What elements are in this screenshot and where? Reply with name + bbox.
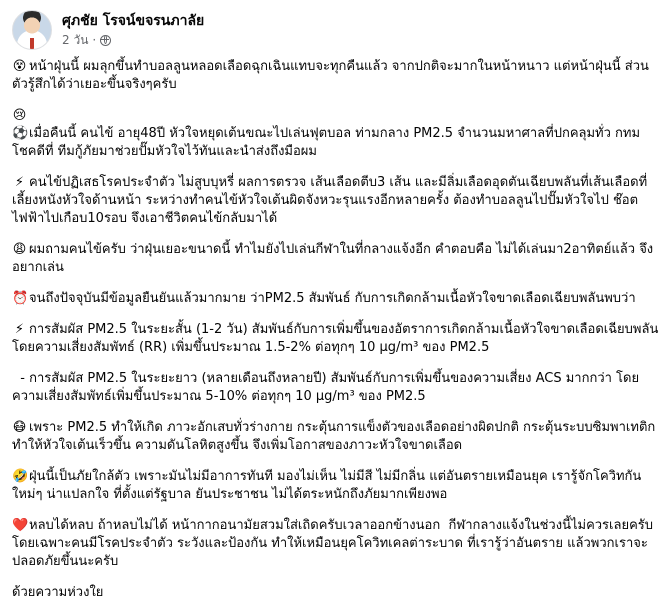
paragraph-text: ฝุ่นนี้เป็นภัยใกล้ตัว เพราะมันไม่มีอาการทันที มองไม่เห็น ไม่มีสี ไม่มีกลิ่น แต่อันตรายเหมือนยุค เรารู้จักโควิทกันใหม่ๆ น่าแปลกใจ ที่ตั้งแต่รัฐบาล ยันประชาชน ไม่ได้ตระหนักถึงภัยมากเพียงพอ xyxy=(12,469,642,502)
post-paragraph xyxy=(12,517,659,571)
separator-dot: · xyxy=(92,33,97,47)
paragraph-emoji-icon: ⚡ xyxy=(14,175,25,190)
paragraph-emoji-icon: 😢⚽ xyxy=(12,108,29,141)
paragraph-text: เพราะ PM2.5 ทำให้เกิด ภาวะอักเสบทั่วร่างกาย กระตุ้นการแข็งตัวของเลือดอย่างผิดปกติ กระตุ้นระบบซิมพาเทติก ทำให้หัวใจเต้นเร็วขึ้น ความดันโลหิตสูงขึ้น จึงเพิ่มโอกาสของภาวะหัวใจขาดเลือด xyxy=(12,420,664,453)
paragraph-text: หลบได้หลบ ถ้าหลบไม่ได้ หน้ากากอนามัยสวมใส่เถิดครับเวลาออกข้างนอก กีฬากลางแจ้งในช่วงนี้ไม่ควรเลยครับ โดยเฉพาะคนมีโรคประจำตัว ระวังและป้องกัน ทำให้เหมือนยุคโควิทเคลต่าระบาด ที่เรารู้ว่าอันตราย แล้วพวกเราจะปลอดภัยขึ้นนะครับ xyxy=(12,518,658,569)
author-name[interactable]: ศุภชัย โรจน์ขจรนภาลัย xyxy=(62,13,205,29)
paragraph-text: ด้วยความห่วงใย xyxy=(12,585,104,600)
paragraph-text: ผมถามคนไข้ครับ ว่าฝุ่นเยอะขนาดนี้ ทำไมยังไปเล่นกีฬาในที่กลางแจ้งอีก คำตอบคือ ไม่ได้เล่นมา2อาทิตย์แล้ว จึงอยากเล่น xyxy=(12,242,654,275)
paragraph-text: การสัมผัส PM2.5 ในระยะสั้น (1-2 วัน) สัมพันธ์กับการเพิ่มขึ้นของอัตราการเกิดกล้ามเนื้อหัวใจขาดเลือดเฉียบพลัน โดยความเสี่ยงสัมพัทธ์ (RR) เพิ่มขึ้นประมาณ 1.5-2% ต่อทุกๆ 10 μg/m³ ของ PM2.5 xyxy=(12,322,663,355)
post-paragraph xyxy=(12,321,663,357)
post-paragraph xyxy=(12,241,659,277)
post-subline xyxy=(62,32,204,48)
globe-icon[interactable] xyxy=(100,35,111,46)
post-body xyxy=(12,58,664,602)
paragraph-emoji-icon: 🤣 xyxy=(12,469,29,484)
post-paragraph xyxy=(12,174,659,228)
paragraph-text: - การสัมผัส PM2.5 ในระยะยาว (หลายเดือนถึงหลายปี) สัมพันธ์กับการเพิ่มขึ้นของความเสี่ยง ACS มากกว่า โดยความเสี่ยงสัมพัทธ์เพิ่มขึ้นประมาณ 5-10% ต่อทุกๆ 10 μg/m³ ของ PM2.5 xyxy=(12,371,640,404)
author-avatar[interactable] xyxy=(12,10,52,50)
post-header xyxy=(12,8,659,52)
post-paragraph xyxy=(12,468,659,504)
paragraph-text: จนถึงปัจจุบันมีข้อมูลยืนยันแล้วมากมาย ว่าPM2.5 สัมพันธ์ กับการเกิดกล้ามเนื้อหัวใจขาดเลือดเฉียบพลันพบว่า xyxy=(29,291,636,306)
paragraph-text: หน้าฝุ่นนี้ ผมลุกขึ้นทำบอลลูนหลอดเลือดฉุกเฉินแทบจะทุกคืนแล้ว จากปกติจะมากในหน้าหนาว แต่หน้าฝุ่นนี้ ส่วนตัวรู้สึกได้ว่าเยอะขึ้นจริงๆครับ xyxy=(12,59,649,92)
paragraph-emoji-icon: ⚡ xyxy=(14,322,25,337)
paragraph-text: เมื่อคืนนี้ คนไข้ อายุ48ปี หัวใจหยุดเต้นขณะไปเล่นฟุตบอล ท่ามกลาง PM2.5 จำนวนมหาศาลที่ปกคลุมทั่ว กทม โชคดีที่ ทีมกู้ภัยมาช่วยปั๊มหัวใจไว้ทันและนำส่งถึงมือผม xyxy=(12,126,645,159)
paragraph-emoji-icon: ⏰ xyxy=(12,291,29,306)
post-paragraph xyxy=(12,58,659,94)
paragraph-emoji-icon: 😷 xyxy=(12,420,27,435)
post-timestamp[interactable]: 2 วัน xyxy=(62,33,89,47)
avatar-tie-detail xyxy=(30,38,34,49)
post-meta xyxy=(62,12,204,48)
post-paragraph xyxy=(12,419,664,455)
paragraph-emoji-icon: ❤️ xyxy=(12,518,29,533)
paragraph-text: คนไข้ปฏิเสธโรคประจำตัว ไม่สูบบุหรี่ ผลการตรวจ เส้นเลือดตีบ3 เส้น และมีลิ่มเลือดอุดตันเฉียบพลันที่เส้นเลือดที่เลี้ยงหนังหัวใจด้านหน้า ระหว่างทำคนไข้หัวใจเต้นผิดจังหวะรุนแรงอีกหลายครั้ง ต้องทำบอลลูนไปปั๊มหัวใจไป ช๊อตไฟฟ้าไปเกือบ10รอบ จึงเอาชีวิตคนไข้กลับมาได้ xyxy=(12,175,648,226)
post-paragraph xyxy=(12,107,659,161)
paragraph-emoji-icon: 😵 xyxy=(12,59,27,74)
post-paragraph xyxy=(12,370,659,406)
post-paragraph xyxy=(12,584,659,602)
post-paragraph xyxy=(12,290,659,308)
paragraph-emoji-icon: 😩 xyxy=(12,242,27,257)
